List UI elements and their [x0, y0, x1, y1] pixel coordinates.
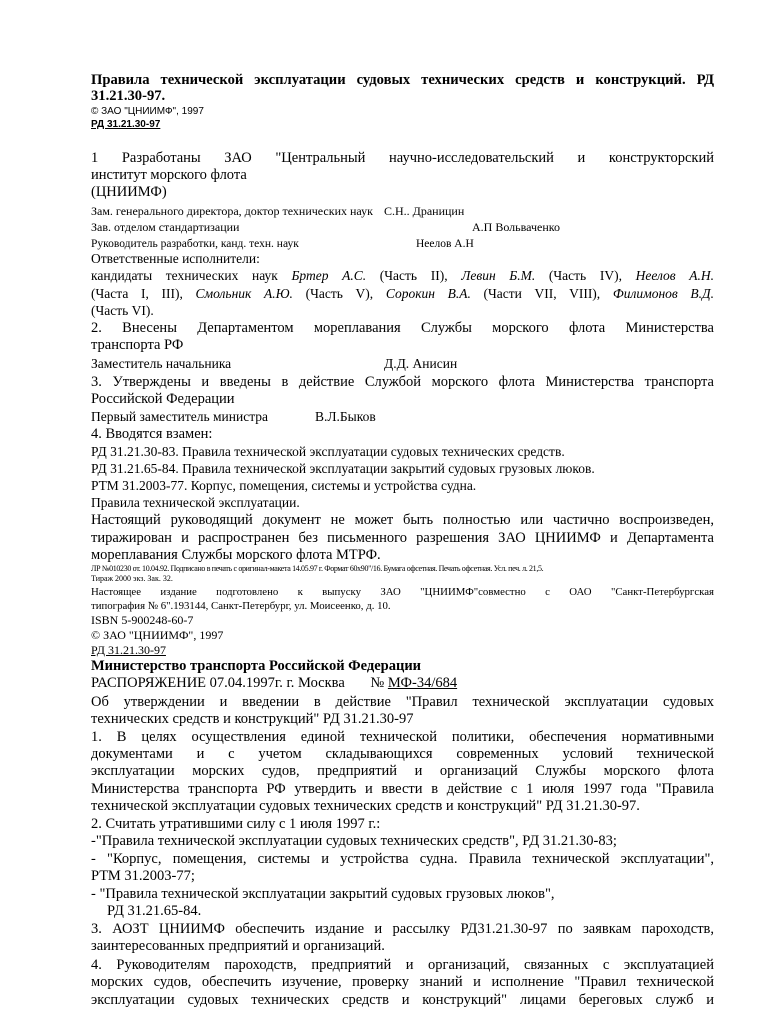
- executor-part: (Часта I, III),: [91, 286, 183, 301]
- legal-notice-line1: Настоящий руководящий документ не может быть полностью или частично воспроизведен,: [91, 512, 714, 528]
- executors-heading: Ответственные исполнители:: [91, 251, 260, 266]
- executor-name: Сорокин В.А.: [385, 286, 471, 301]
- publisher-note-line2: типография № 6".193144, Санкт-Петербург, ул. Моисеенко, д. 10.: [91, 600, 391, 612]
- para4-line: эксплуатации судовых технических средств и конструкций" лицами береговых служб и: [91, 992, 714, 1008]
- order-subject-line2: технических средств и конструкций" РД 31.21.30-97: [91, 711, 414, 727]
- executor-part: (Часть IV),: [548, 268, 622, 283]
- section2-signer-row: [91, 356, 714, 372]
- para3-line: 3. АОЗТ ЦНИИМФ обеспечить издание и рассылку РД31.21.30-97 по заявкам пароходств,: [91, 921, 714, 937]
- para2-item-cont: РД 31.21.65-84.: [107, 903, 202, 919]
- para1-line: документами и с учетом складывающихся современных условий технической: [91, 746, 714, 762]
- print-info-line2: Тираж 2000 экз. Зак. 32.: [91, 574, 173, 583]
- para4-line: морских судов, обеспечить изучение, проверку знаний и исполнение "Правил технической: [91, 974, 714, 990]
- section1-line2: институт морского флота: [91, 167, 247, 183]
- executors-line2: [91, 286, 714, 302]
- executor-part: (Части VII, VIII),: [483, 286, 601, 301]
- project-lead-row: [91, 237, 714, 251]
- executor-part: (Часть V),: [305, 286, 374, 301]
- order-number-sign: №: [370, 675, 385, 691]
- section4-heading: 4. Вводятся взамен:: [91, 426, 213, 442]
- doc-title-line2: 31.21.30-97.: [91, 88, 166, 104]
- section4-item: РД 31.21.65-84. Правила технической эксплуатации закрытий судовых грузовых люков.: [91, 461, 595, 476]
- section2-line1: 2. Внесены Департаментом мореплавания Службы морского флота Министерства: [91, 320, 714, 336]
- executor-part: (Часть II),: [379, 268, 448, 283]
- section4-item: РТМ 31.2003-77. Корпус, помещения, системы и устройства судна.: [91, 478, 477, 493]
- project-lead-name: Неелов А.Н: [416, 238, 474, 250]
- executors-line3: (Часть VI).: [91, 303, 154, 318]
- para1-line: Министерства транспорта РФ утвердить и ввести в действие с 1 июля 1997 года "Правила: [91, 781, 714, 797]
- section2-line2: транспорта РФ: [91, 337, 184, 353]
- deputy-director-row: [91, 204, 714, 219]
- para1-line: эксплуатации морских судов, предприятий и организаций Службы морского флота: [91, 763, 714, 779]
- section3-name: В.Л.Быков: [315, 409, 376, 424]
- ministry-heading: Министерство транспорта Российской Федерации: [91, 658, 422, 674]
- executor-name: Смольник А.Ю.: [195, 286, 293, 301]
- para2-item: -"Правила технической эксплуатации судовых технических средств", РД 31.21.30-83;: [91, 833, 617, 849]
- section1-line1: 1 Разработаны ЗАО "Центральный научно-исследовательский и конструкторский: [91, 150, 714, 166]
- project-lead-role: Руководитель разработки, канд. техн. наук: [91, 238, 299, 250]
- section3-line1: 3. Утверждены и введены в действие Службой морского флота Министерства транспорта: [91, 374, 714, 390]
- para1-line: 1. В целях осуществления единой технической политики, обеспечения нормативными: [91, 729, 714, 745]
- print-info-line1: ЛР №010230 от. 10.04.92. Подписано в печать с оригинал-макета 14.05.97 г. Формат 60х90"/16. Бумага офсетная. Печать офсетная. Усл. печ. л. 21,5.: [91, 564, 544, 573]
- section4-item: РД 31.21.30-83. Правила технической эксплуатации судовых технических средств.: [91, 444, 565, 459]
- order-number-link[interactable]: МФ-34/684: [387, 675, 458, 691]
- executor-name: Филимонов В.Д.: [612, 286, 715, 301]
- rd-code-link-2[interactable]: РД 31.21.30-97: [91, 643, 166, 657]
- para3-line: заинтересованных предприятий и организаций.: [91, 938, 385, 954]
- isbn: ISBN 5-900248-60-7: [91, 613, 194, 627]
- section3-signer-row: [91, 409, 714, 425]
- executor-name: Бртер А.С.: [291, 268, 367, 283]
- copyright-line-2: © ЗАО "ЦНИИМФ", 1997: [91, 628, 224, 642]
- section2-role: Заместитель начальника: [91, 356, 232, 371]
- para2-heading: 2. Считать утратившими силу с 1 июля 1997 г.:: [91, 816, 381, 832]
- deputy-director-name: С.Н.. Драницин: [383, 204, 465, 218]
- para2-item: - "Корпус, помещения, системы и устройства судна. Правила технической эксплуатации",: [91, 851, 714, 867]
- publisher-note-line1: Настоящее издание подготовлено к выпуску ЗАО "ЦНИИМФ"совместно с ОАО "Санкт-Петербургская: [91, 586, 714, 598]
- dept-head-role: Зав. отделом стандартизации: [91, 220, 240, 234]
- executors-label: кандидаты технических наук: [91, 268, 278, 283]
- order-subject-line1: Об утверждении и введении в действие "Правил технической эксплуатации судовых: [91, 694, 714, 710]
- dept-head-name: А.П Вольваченко: [472, 220, 560, 234]
- rd-code-link[interactable]: РД 31.21.30-97: [91, 119, 161, 130]
- section2-name: Д.Д. Анисин: [384, 356, 458, 371]
- section1-line3: (ЦНИИМФ): [91, 184, 167, 200]
- section3-line2: Российской Федерации: [91, 391, 235, 407]
- para2-item: - "Правила технической эксплуатации закрытий судовых грузовых люков",: [91, 886, 555, 902]
- dept-head-row: [91, 220, 714, 235]
- executors-line1: [91, 268, 714, 284]
- section4-item: Правила технической эксплуатации.: [91, 495, 300, 510]
- para2-item-cont: РТМ 31.2003-77;: [91, 868, 195, 884]
- doc-title-line1: Правила технической эксплуатации судовых технических средств и конструкций. РД: [91, 72, 714, 88]
- executor-name: Левин Б.М.: [461, 268, 536, 283]
- section3-role: Первый заместитель министра: [91, 409, 269, 424]
- para1-line: технической эксплуатации судовых технических средств и конструкций" РД 31.21.30-97.: [91, 798, 640, 814]
- executor-name: Неелов А.Н.: [635, 268, 715, 283]
- legal-notice-line2: тиражирован и распространен без письменного разрешения ЗАО ЦНИИМФ и Департамента: [91, 530, 714, 546]
- copyright-line: © ЗАО "ЦНИИМФ", 1997: [91, 106, 204, 117]
- deputy-director-role: Зам. генерального директора, доктор технических наук: [91, 204, 373, 218]
- para4-line: 4. Руководителям пароходств, предприятий и организаций, связанных с эксплуатацией: [91, 957, 714, 973]
- order-line: [91, 675, 714, 692]
- legal-notice-line3: мореплавания Службы морского флота МТРФ.: [91, 547, 381, 563]
- order-date: РАСПОРЯЖЕНИЕ 07.04.1997г. г. Москва: [91, 675, 345, 691]
